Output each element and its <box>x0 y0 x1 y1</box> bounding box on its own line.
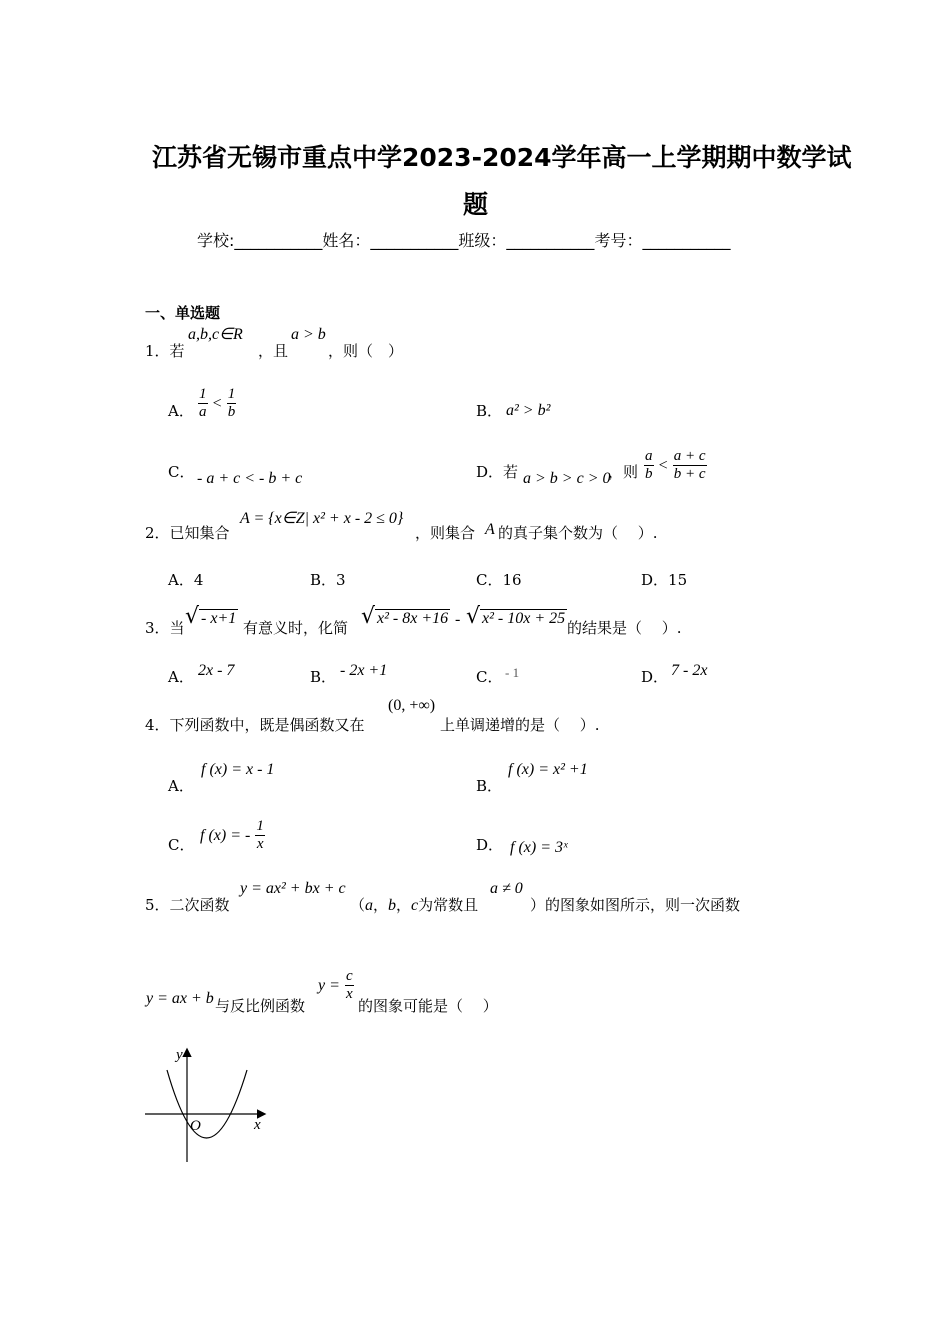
q3-option-c-label: C． <box>476 668 503 686</box>
q1-tail: ，则（ ） <box>328 342 404 360</box>
q2-number: 2．已知集合 <box>145 524 230 542</box>
q1-option-d-cond: a > b > c > 0 <box>523 470 611 487</box>
q2-option-c: C．16 <box>476 571 522 589</box>
q3-option-a-label: A． <box>168 668 194 686</box>
q1-cond1: a,b,c∈R <box>188 326 243 343</box>
q2-set: A = {x∈Z| x² + x - 2 ≤ 0} <box>240 510 404 527</box>
q5-number: 5．二次函数 <box>145 896 230 914</box>
school-field: 学校:___________ <box>197 231 323 250</box>
q3-option-a-expr: 2x - 7 <box>198 662 235 679</box>
q2-option-a: A．4 <box>168 571 204 589</box>
q4-interval: (0, +∞) <box>388 697 436 714</box>
name-field: 姓名：___________ <box>322 231 459 250</box>
info-line <box>197 228 730 251</box>
q1-sep: ，且 <box>258 342 289 360</box>
q3-tail: 的结果是（ ）. <box>567 619 682 637</box>
q5-params: （a，b，c为常数且 <box>350 896 479 914</box>
parabola-curve <box>167 1070 247 1138</box>
q1-a-frac-left: $\frac{1}{a}$ <box>199 386 207 420</box>
q1-a-frac-right: $\frac{1}{b}$ <box>227 386 236 420</box>
q2-option-d: D．15 <box>641 571 688 589</box>
q3-mid: 有意义时，化简 <box>243 619 349 637</box>
q4-option-a-label: A． <box>168 777 194 795</box>
q3-minus: - <box>455 611 461 628</box>
q1-option-a-expr: $\frac{1}{a}$ < $\frac{1}{b}$ <box>199 386 236 420</box>
q5-line2-tail: 的图象可能是（ ） <box>358 997 498 1015</box>
origin-label: O <box>190 1118 201 1134</box>
q3-option-d-expr: 7 - 2x <box>671 662 708 679</box>
q1-option-d-label: D．若 <box>476 463 519 481</box>
q4-option-b-expr: f (x) = x² +1 <box>508 761 588 778</box>
q4-option-b-label: B． <box>476 777 503 795</box>
q4-option-c-expr: f (x) = - $\frac{1}{x}$ <box>200 818 264 852</box>
q1-option-b-label: B． <box>476 402 503 420</box>
q4-number: 4．下列函数中，既是偶函数又在 <box>145 716 365 734</box>
q1-option-a-label: A． <box>168 402 194 420</box>
q1-option-d-expr: $\frac{a}{b}$ < $\frac{a + c}{b + c}$ <box>645 448 706 482</box>
q1-number: 1．若 <box>145 342 185 360</box>
x-axis-label: x <box>254 1117 261 1133</box>
q1-stem <box>145 340 185 361</box>
q3-radical-2: √ x² - 10x + 25 <box>466 604 566 629</box>
q2-tail2: 的真子集个数为（ ）. <box>498 524 658 542</box>
q3-cond-radical: √ - x+1 <box>185 604 237 629</box>
q4-option-a-expr: f (x) = x - 1 <box>201 761 275 778</box>
q5-line2-mid: 与反比例函数 <box>215 997 306 1015</box>
q1-option-d-then: ，则 <box>608 463 639 481</box>
q1-option-c-expr: - a + c < - b + c <box>197 470 303 487</box>
q1-option-b-expr: a² > b² <box>506 402 551 419</box>
q3-number: 3．当 <box>145 619 185 637</box>
q1-cond2: a > b <box>291 326 326 343</box>
section-heading: 一、单选题 <box>145 304 221 322</box>
q5-cond: a ≠ 0 <box>490 880 523 897</box>
q4-tail: 上单调递增的是（ ）. <box>440 716 600 734</box>
class-field: 班级：___________ <box>458 231 595 250</box>
q2-tail: ，则集合 <box>415 524 476 542</box>
q5-func: y = ax² + bx + c <box>240 880 346 897</box>
q4-option-c-label: C． <box>168 836 195 854</box>
number-field: 考号：___________ <box>594 231 731 250</box>
q2-var: A <box>485 521 495 538</box>
q1-option-c-label: C． <box>168 463 195 481</box>
q4-option-d-expr: f (x) = 3ˣ <box>510 839 568 856</box>
q3-option-c-expr: - 1 <box>505 665 520 680</box>
q5-line2-func: y = ax + b <box>146 990 214 1007</box>
q4-option-d-label: D． <box>476 836 504 854</box>
parabola-graph <box>140 1040 280 1170</box>
page-title-line1: 江苏省无锡市重点中学2023-2024学年高一上学期期中数学试 <box>152 143 852 172</box>
q2-option-b: B．3 <box>310 571 346 589</box>
q3-option-d-label: D． <box>641 668 669 686</box>
q3-radical-1: √ x² - 8x +16 <box>361 604 449 629</box>
y-axis-label: y <box>176 1047 183 1063</box>
q5-tail: ）的图象如图所示，则一次函数 <box>530 896 741 914</box>
q5-line2-expr: y = $\frac{c}{x}$ <box>318 968 353 1002</box>
q3-option-b-expr: - 2x +1 <box>340 662 388 679</box>
page-title-line2: 题 <box>463 190 489 219</box>
q3-option-b-label: B． <box>310 668 337 686</box>
